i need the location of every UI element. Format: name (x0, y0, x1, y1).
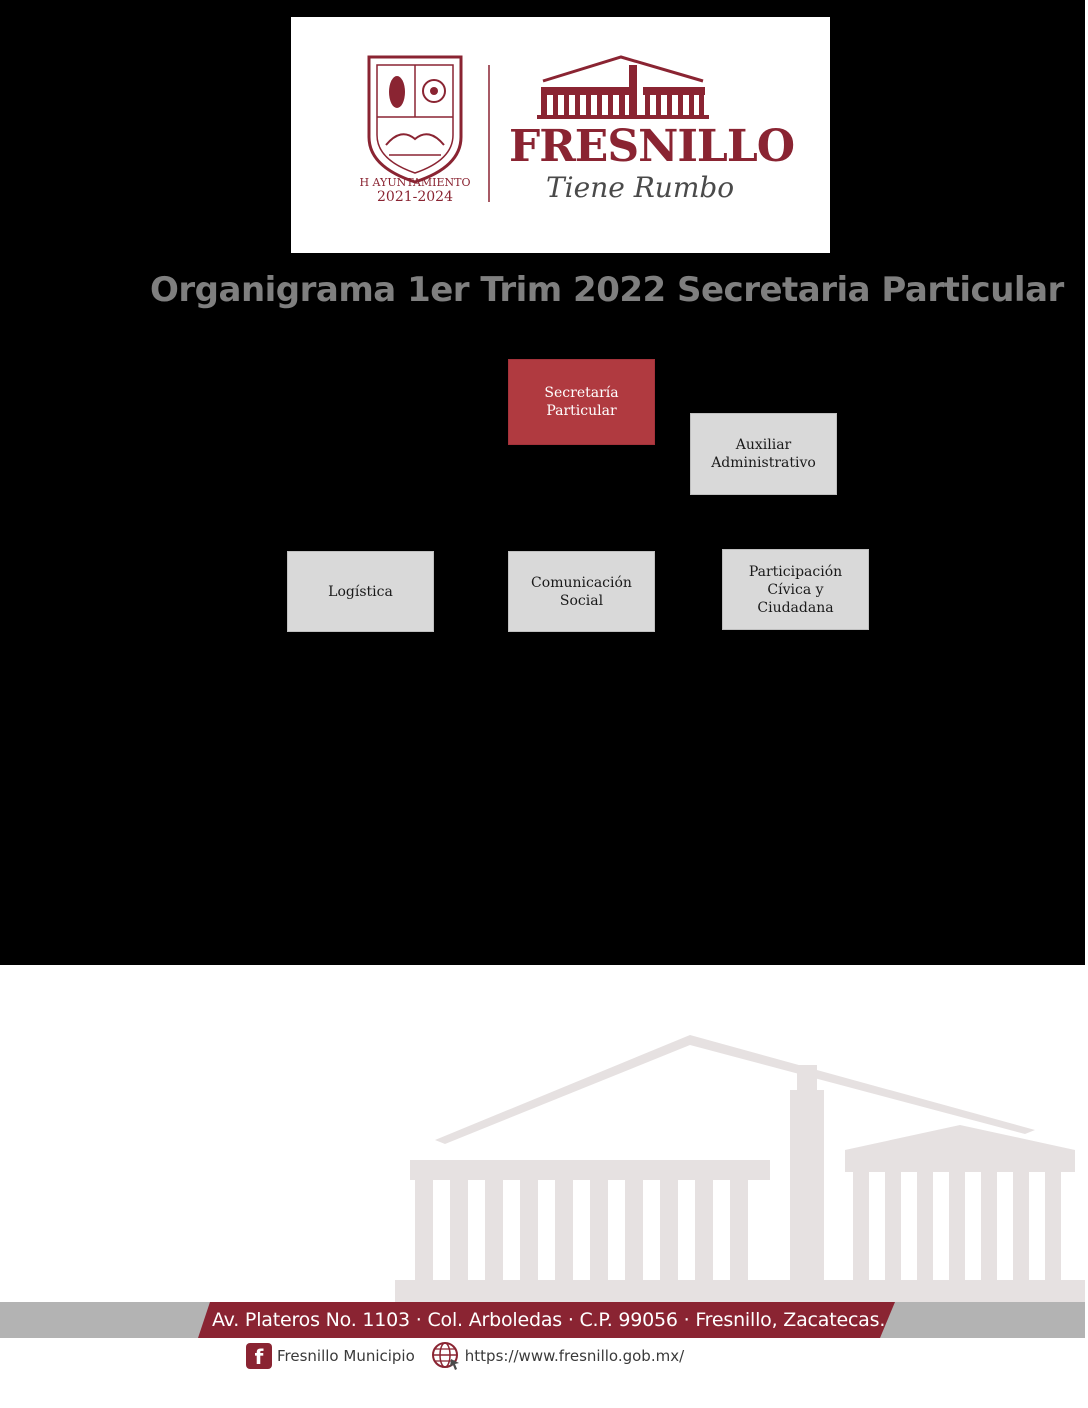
org-node-secretaria-particular: Secretaría Particular (508, 359, 655, 445)
facebook-link[interactable]: Fresnillo Municipio (277, 1347, 415, 1365)
footer-address: Av. Plateros No. 1103 · Col. Arboledas · C.P. 99056 · Fresnillo, Zacatecas. (212, 1309, 886, 1331)
brand-wordmark: FRESNILLO (509, 121, 795, 172)
header-logo-block (291, 17, 830, 253)
org-node-comunicacion-social: Comunicación Social (508, 551, 655, 632)
brand-tagline: Tiene Rumbo (546, 171, 735, 204)
seal-caption-line1: H AYUNTAMIENTO (359, 176, 471, 189)
municipal-seal-icon (359, 57, 470, 205)
monument-watermark-icon (395, 1030, 1085, 1310)
page-title: Organigrama 1er Trim 2022 Secretaria Particular (150, 270, 1064, 310)
logo-artwork (291, 17, 830, 253)
org-node-logistica: Logística (287, 551, 434, 632)
org-node-auxiliar-administrativo: Auxiliar Administrativo (690, 413, 837, 495)
footer-social-links (246, 1342, 684, 1370)
seal-caption-line2: 2021-2024 (377, 189, 453, 205)
monument-icon (537, 57, 709, 119)
org-node-participacion-civica: Participación Cívica y Ciudadana (722, 549, 869, 630)
facebook-icon[interactable]: f (246, 1343, 272, 1369)
globe-icon (431, 1341, 461, 1371)
website-link[interactable]: https://www.fresnillo.gob.mx/ (464, 1347, 685, 1365)
